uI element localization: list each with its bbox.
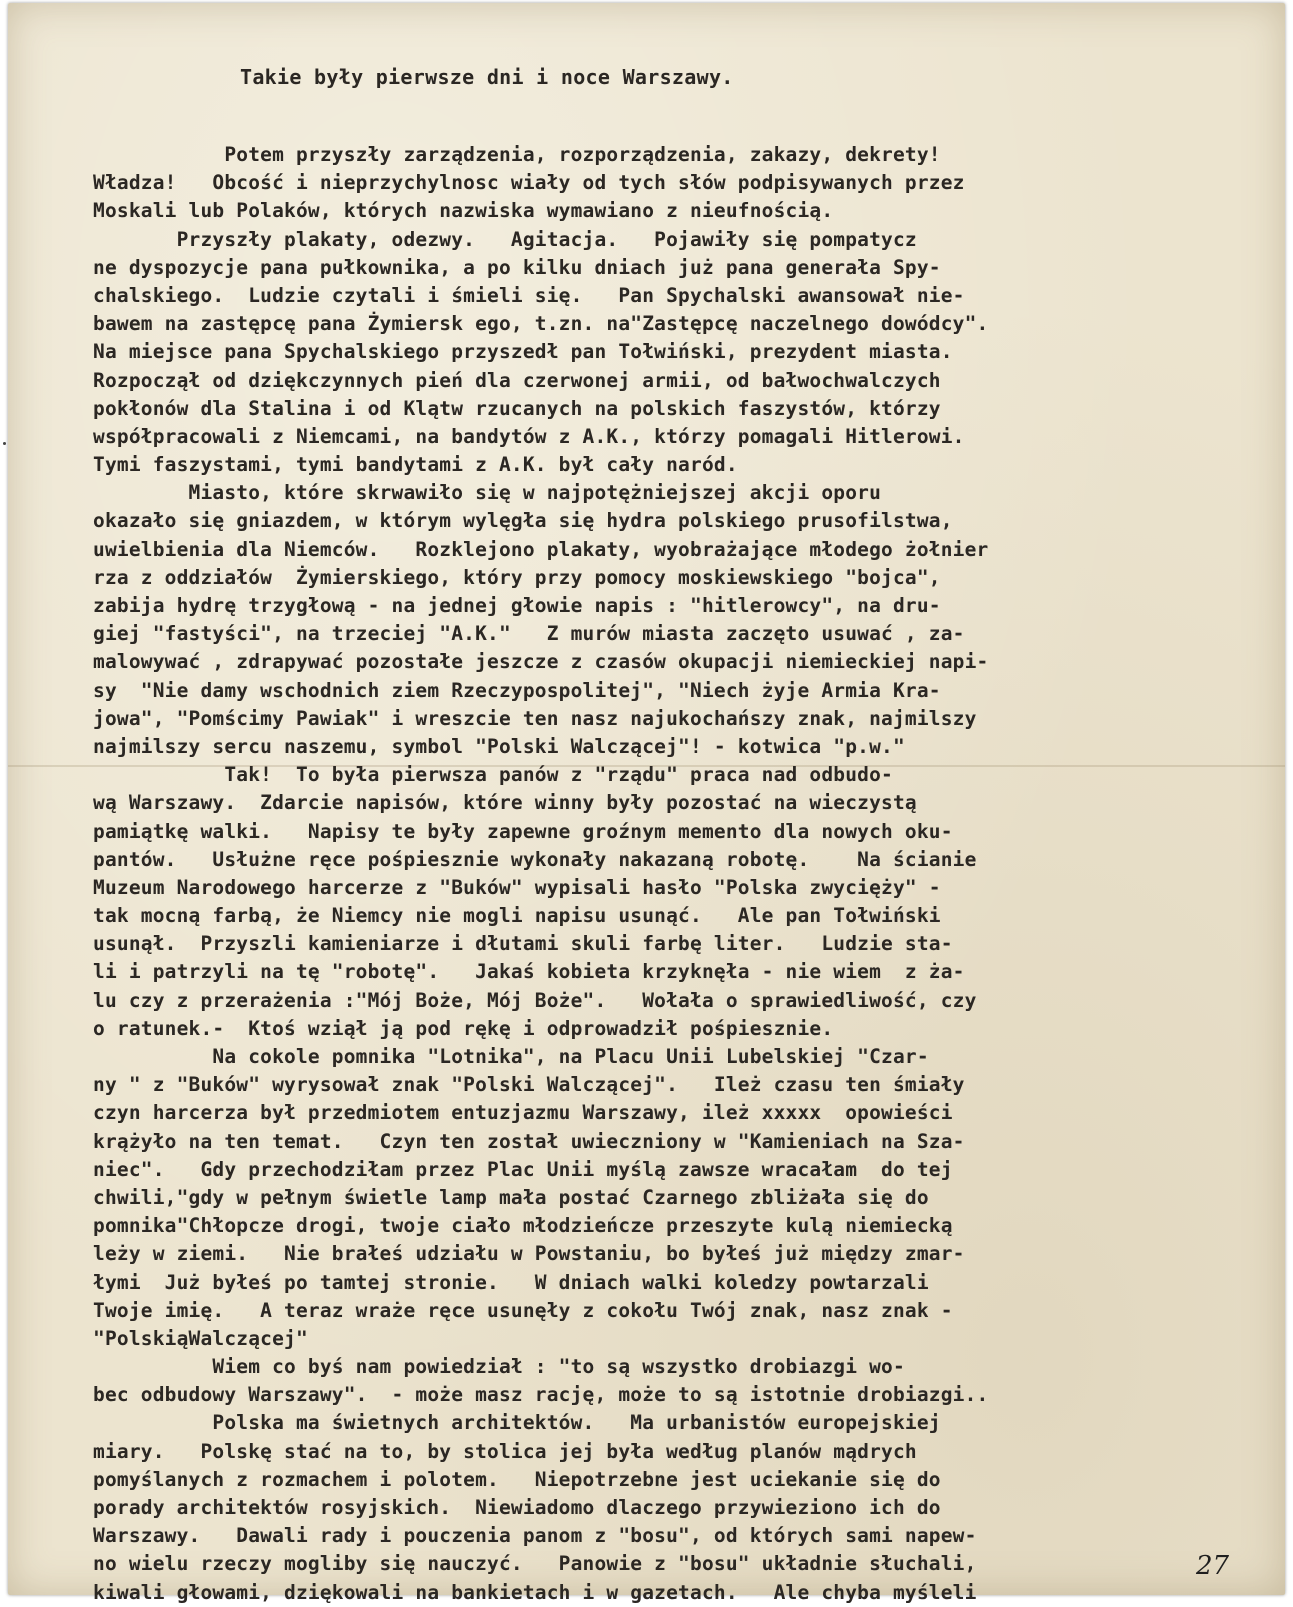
text-line: leży w ziemi. Nie brałeś udziału w Powstaniu, bo byłeś już między zmar- <box>93 1242 965 1266</box>
text-line: najmilszy sercu naszemu, symbol "Polski Walczącej"! - kotwica "p.w." <box>93 734 905 758</box>
text-line: jowa", "Pomścimy Pawiak" i wreszcie ten nasz najukochańszy znak, najmilszy <box>93 706 977 730</box>
text-line: niec". Gdy przechodziłam przez Plac Unii myślą zawsze wracałam do tej <box>93 1157 953 1181</box>
text-line: Rozpoczął od dziękczynnych pień dla czerwonej armii, od bałwochwalczych <box>93 368 941 392</box>
text-line: wą Warszawy. Zdarcie napisów, które winny były pozostać na wieczystą <box>93 791 917 815</box>
text-line: okazało się gniazdem, w którym wylęgła się hydra polskiego prusofilstwa, <box>93 509 953 533</box>
text-line: Na cokole pomnika "Lotnika", na Placu Unii Lubelskiej "Czar- <box>93 1045 929 1068</box>
text-line: Tak! To była pierwsza panów z "rządu" praca nad odbudo- <box>93 763 893 787</box>
text-line: pamiątkę walki. Napisy te były zapewne groźnym memento dla nowych oku- <box>93 819 953 843</box>
text-line: bawem na zastępcę pana Żymiersk ego, t.zn. na"Zastępcę naczelnego dowódcy". <box>93 312 989 336</box>
text-line: ne dyspozycje pana pułkownika, a po kilku dniach już pana generała Spy- <box>93 255 941 279</box>
text-line: Tymi faszystami, tymi bandytami z A.K. był cały naród. <box>93 453 738 477</box>
text-line: li i patrzyli na tę "robotę". Jakaś kobieta krzyknęła - nie wiem z ża- <box>93 960 965 984</box>
text-line: Muzeum Narodowego harcerze z "Buków" wypisali hasło "Polska zwycięży" - <box>93 875 941 899</box>
text-line: miary. Polskę stać na to, by stolica jej była według planów mądrych <box>93 1439 917 1463</box>
text-line: chwili,"gdy w pełnym świetle lamp mała postać Czarnego zbliżała się do <box>93 1185 929 1209</box>
text-line: pomyślanych z rozmachem i polotem. Niepotrzebne jest uciekanie się do <box>93 1467 941 1491</box>
text-line: pomnika"Chłopcze drogi, twoje ciało młodzieńcze przeszyte kulą niemiecką <box>93 1214 953 1238</box>
text-line: kiwali głowami, dziękowali na bankietach i w gazetach. Ale chyba myśleli <box>93 1580 977 1604</box>
text-line: giej "fastyści", na trzeciej "A.K." Z murów miasta zaczęto usuwać , za- <box>93 622 965 646</box>
text-line: Warszawy. Dawali rady i pouczenia panom z "bosu", od których sami napew- <box>93 1524 977 1548</box>
text-line: sy "Nie damy wschodnich ziem Rzeczypospolitej", "Niech żyje Armia Kra- <box>93 678 941 702</box>
text-line: Polska ma świetnych architektów. Ma urbanistów europejskiej <box>93 1411 941 1435</box>
text-line: tak mocną farbą, że Niemcy nie mogli napisu usunąć. Ale pan Tołwiński <box>93 904 941 928</box>
text-line: pokłonów dla Stalina i od Klątw rzucanych na polskich faszystów, którzy <box>93 396 941 420</box>
page-title: Takie były pierwsze dni i noce Warszawy. <box>240 65 734 89</box>
handwritten-page-number: 27 <box>1196 1551 1230 1581</box>
text-line: rza z oddziałów Żymierskiego, który przy pomocy moskiewskiego "bojca", <box>93 565 941 589</box>
text-line: ny " z "Buków" wyrysował znak "Polski Walczącej". Ileż czasu ten śmiały <box>93 1073 965 1097</box>
text-line: no wielu rzeczy mogliby się nauczyć. Panowie z "bosu" układnie słuchali, <box>93 1552 977 1576</box>
text-line: Potem przyszły zarządzenia, rozporządzenia, zakazy, dekrety! <box>93 143 941 166</box>
text-line: uwielbienia dla Niemców. Rozklejono plakaty, wyobrażające młodego żołnier <box>93 537 989 561</box>
typewritten-page <box>8 3 1285 1604</box>
text-line: o ratunek.- Ktoś wziął ją pod rękę i odprowadził pośpiesznie. <box>93 1016 834 1040</box>
text-line: lu czy z przerażenia :"Mój Boże, Mój Boże". Wołała o sprawiedliwość, czy <box>93 988 977 1012</box>
text-line: współpracowali z Niemcami, na bandytów z A.K., którzy pomagali Hitlerowi. <box>93 424 965 448</box>
text-line: Twoje imię. A teraz wraże ręce usunęły z cokołu Twój znak, nasz znak - <box>93 1298 953 1322</box>
margin-speck <box>3 442 6 445</box>
text-line: malowywać , zdrapywać pozostałe jeszcze z czasów okupacji niemieckiej napi- <box>93 650 989 674</box>
text-line: zabija hydrę trzygłową - na jednej głowie napis : "hitlerowcy", na dru- <box>93 594 941 617</box>
text-line: Przyszły plakaty, odezwy. Agitacja. Pojawiły się pompatycz <box>93 227 917 251</box>
text-line: chalskiego. Ludzie czytali i śmieli się. Pan Spychalski awansował nie- <box>93 283 965 307</box>
text-line: Miasto, które skrwawiło się w najpotężniejszej akcji oporu <box>93 481 882 505</box>
text-line: bec odbudowy Warszawy". - może masz rację, może to są istotnie drobiazgi.. <box>93 1383 989 1407</box>
text-line: Moskali lub Polaków, których nazwiska wymawiano z nieufnością. <box>93 199 834 223</box>
typed-body-text <box>93 141 1268 1607</box>
text-line: Władza! Obcość i nieprzychylnosc wiały od tych słów podpisywanych przez <box>93 171 965 195</box>
text-line: "PolskiąWalczącej" <box>93 1326 308 1350</box>
text-line: porady architektów rosyjskich. Niewiadomo dlaczego przywieziono ich do <box>93 1496 941 1519</box>
text-line: pantów. Usłużne ręce pośpiesznie wykonały nakazaną robotę. Na ścianie <box>93 847 977 871</box>
text-line: Na miejsce pana Spychalskiego przyszedł pan Tołwiński, prezydent miasta. <box>93 340 953 364</box>
text-line: usunął. Przyszli kamieniarze i dłutami skuli farbę liter. Ludzie sta- <box>93 932 953 956</box>
text-line: łymi Już byłeś po tamtej stronie. W dniach walki koledzy powtarzali <box>93 1270 929 1294</box>
text-line: krążyło na ten temat. Czyn ten został uwieczniony w "Kamieniach na Sza- <box>93 1129 965 1153</box>
text-line: czyn harcerza był przedmiotem entuzjazmu Warszawy, ileż xxxxx opowieści <box>93 1101 953 1125</box>
text-line: Wiem co byś nam powiedział : "to są wszystko drobiazgi wo- <box>93 1355 905 1379</box>
